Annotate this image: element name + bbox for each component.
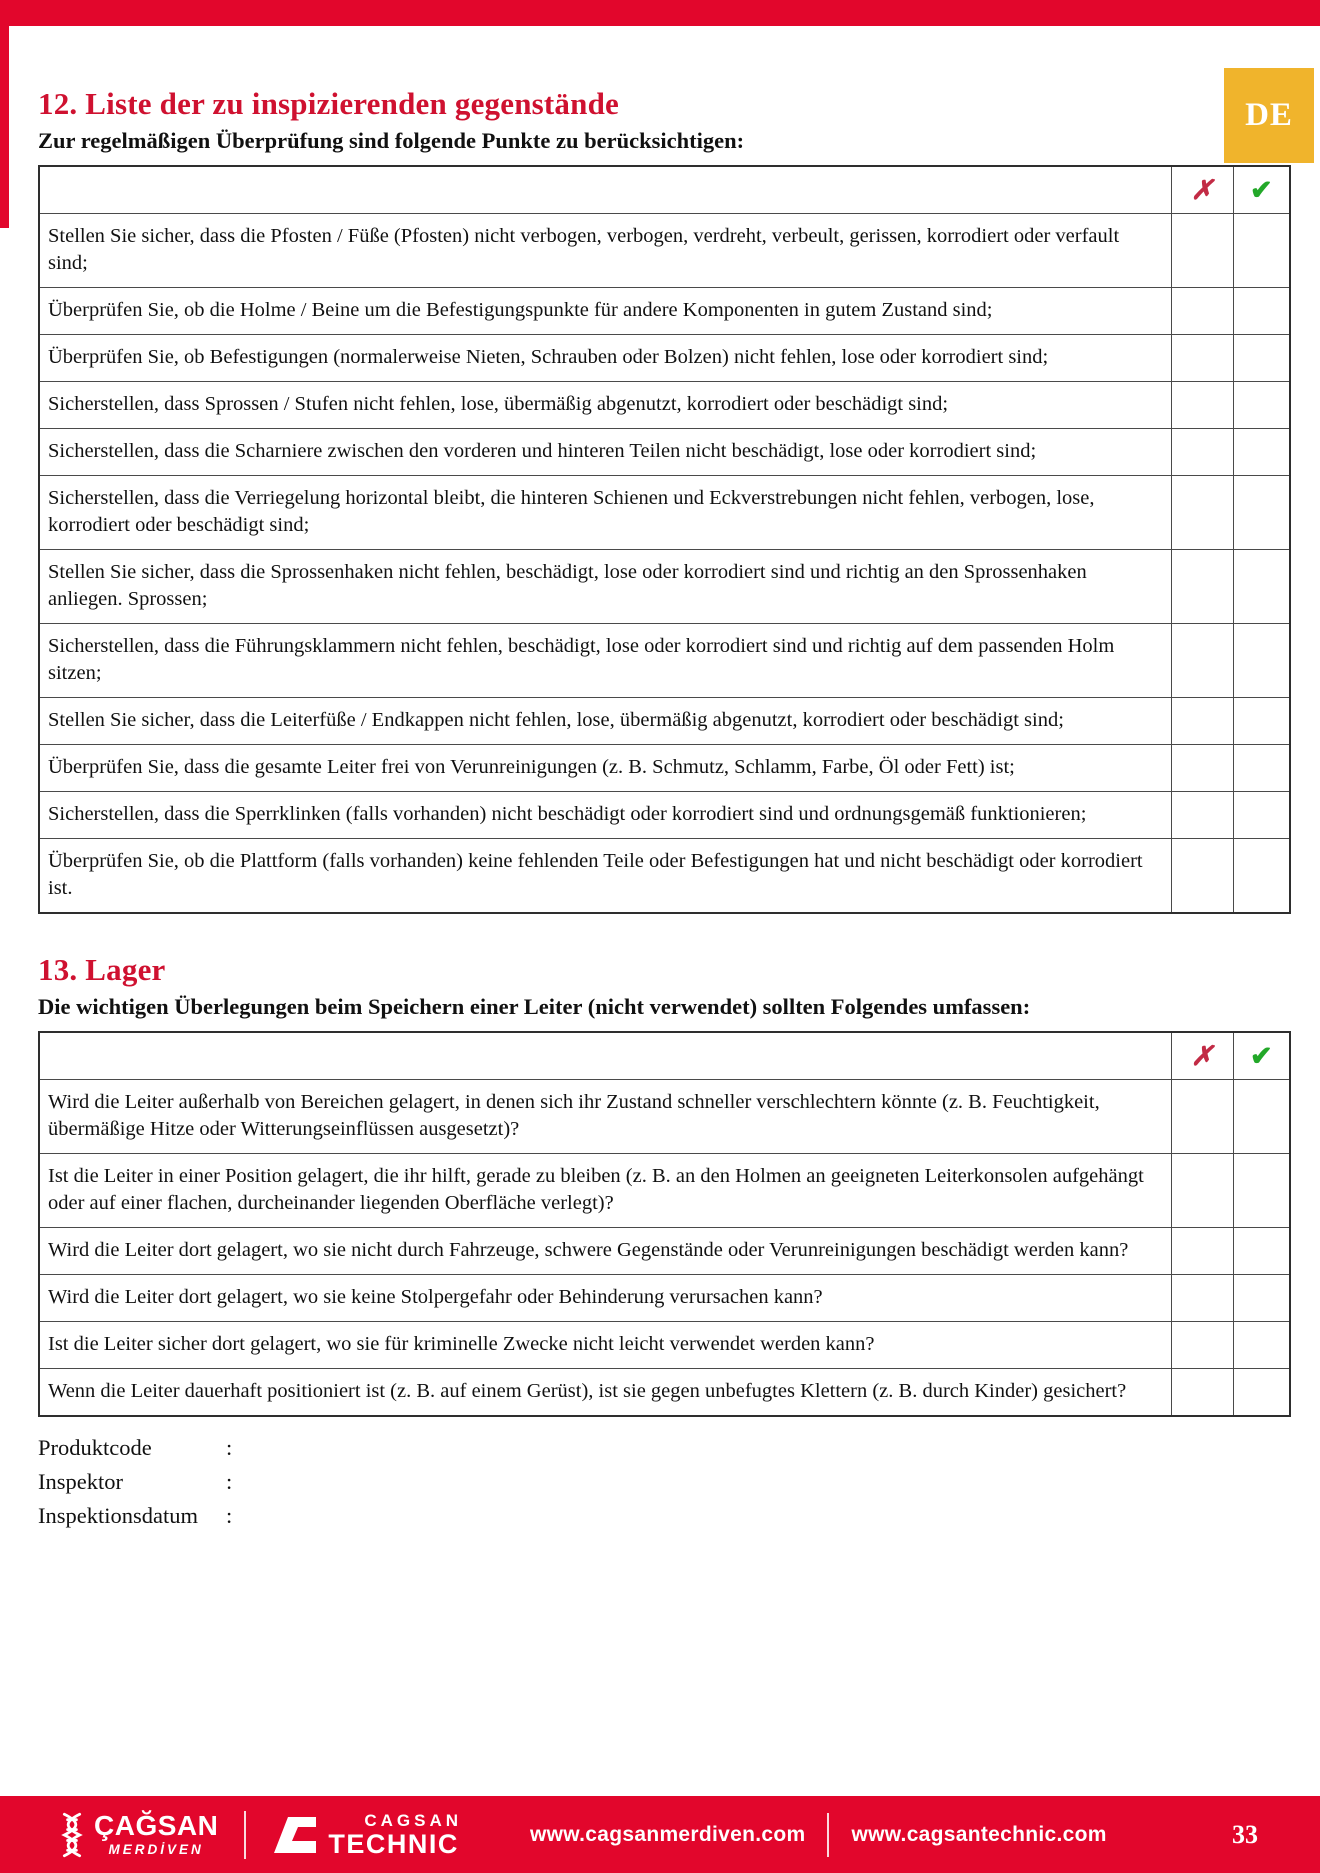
fail-checkbox-cell[interactable] <box>1171 698 1233 745</box>
footer-divider <box>244 1811 246 1859</box>
fail-checkbox-cell[interactable] <box>1171 288 1233 335</box>
pass-checkbox-cell[interactable] <box>1233 1275 1290 1322</box>
cagsan-merdiven-logo <box>58 1811 218 1859</box>
pass-checkbox-cell[interactable] <box>1233 550 1290 624</box>
page-content <box>38 86 1291 1533</box>
checklist-item-text: Ist die Leiter in einer Position gelagert, die ihr hilft, gerade zu bleiben (z. B. an den Holmen an geeigneten Leiterkonsolen aufgehängt oder auf einer flachen, durcheinander liegenden Oberfläche verlegt)? <box>39 1154 1171 1228</box>
checklist-item-text: Wenn die Leiter dauerhaft positioniert ist (z. B. auf einem Gerüst), ist sie gegen unbefugtes Klettern (z. B. durch Kinder) gesichert? <box>39 1369 1171 1417</box>
table-row <box>39 839 1290 914</box>
table-row <box>39 214 1290 288</box>
pass-checkbox-cell[interactable] <box>1233 288 1290 335</box>
fail-checkbox-cell[interactable] <box>1171 1080 1233 1154</box>
pass-checkbox-cell[interactable] <box>1233 698 1290 745</box>
cagsan-technic-mark-icon <box>272 1815 318 1855</box>
storage-checklist-table <box>38 1031 1291 1417</box>
cagsan-technic-wordmark <box>328 1812 462 1858</box>
fail-checkbox-cell[interactable] <box>1171 382 1233 429</box>
left-red-strip <box>0 0 9 228</box>
page-number: 33 <box>1232 1819 1258 1849</box>
table-row <box>39 1080 1290 1154</box>
fail-checkbox-cell[interactable] <box>1171 214 1233 288</box>
field-colon: : <box>226 1469 233 1494</box>
cagsan-technic-logo <box>272 1812 462 1858</box>
fail-checkbox-cell[interactable] <box>1171 550 1233 624</box>
checklist-item-text: Sicherstellen, dass die Scharniere zwischen den vorderen und hinteren Teilen nicht beschädigt, lose oder korrodiert sind; <box>39 429 1171 476</box>
checklist-item-text: Stellen Sie sicher, dass die Sprossenhaken nicht fehlen, beschädigt, lose oder korrodiert sind und richtig an den Sprossenhaken anliegen. Sprossen; <box>39 550 1171 624</box>
pass-checkbox-cell[interactable] <box>1233 624 1290 698</box>
fail-x-icon: ✗ <box>1171 1032 1233 1080</box>
pass-checkbox-cell[interactable] <box>1233 839 1290 914</box>
table-row <box>39 745 1290 792</box>
cagsan-merdiven-wordmark <box>94 1812 218 1857</box>
section12-subtitle: Zur regelmäßigen Überprüfung sind folgende Punkte zu berücksichtigen: <box>38 128 745 153</box>
table-row <box>39 624 1290 698</box>
table-row <box>39 1154 1290 1228</box>
checklist-item-text: Sicherstellen, dass die Sperrklinken (falls vorhanden) nicht beschädigt oder korrodiert sind und ordnungsgemäß funktionieren; <box>39 792 1171 839</box>
pass-check-icon: ✔ <box>1233 166 1290 214</box>
fail-checkbox-cell[interactable] <box>1171 792 1233 839</box>
section13-title: 13. Lager <box>38 952 166 987</box>
product-code-field <box>38 1431 1291 1465</box>
table-header-row <box>39 166 1290 214</box>
language-tab-label: DE <box>1245 97 1293 133</box>
table-row <box>39 792 1290 839</box>
checklist-item-text: Wird die Leiter dort gelagert, wo sie keine Stolpergefahr oder Behinderung verursachen kann? <box>39 1275 1171 1322</box>
item-column-header <box>39 1032 1171 1080</box>
table-row <box>39 382 1290 429</box>
checklist-item-text: Überprüfen Sie, ob Befestigungen (normalerweise Nieten, Schrauben oder Bolzen) nicht fehlen, lose oder korrodiert sind; <box>39 335 1171 382</box>
footer-urls <box>530 1813 1107 1857</box>
table-row <box>39 1322 1290 1369</box>
product-code-label: Produktcode <box>38 1435 152 1460</box>
pass-check-icon: ✔ <box>1233 1032 1290 1080</box>
field-colon: : <box>226 1503 233 1528</box>
pass-checkbox-cell[interactable] <box>1233 476 1290 550</box>
table-row <box>39 1228 1290 1275</box>
brand1-name: ÇAĞSAN <box>94 1810 219 1842</box>
fail-checkbox-cell[interactable] <box>1171 1369 1233 1417</box>
fail-checkbox-cell[interactable] <box>1171 1322 1233 1369</box>
table-row <box>39 335 1290 382</box>
fail-checkbox-cell[interactable] <box>1171 476 1233 550</box>
inspection-fields <box>38 1431 1291 1533</box>
checklist-item-text: Sicherstellen, dass die Verriegelung horizontal bleibt, die hinteren Schienen und Eckverstrebungen nicht fehlen, verbogen, lose, korrodiert oder beschädigt sind; <box>39 476 1171 550</box>
footer-divider <box>827 1813 829 1857</box>
table-row <box>39 550 1290 624</box>
pass-checkbox-cell[interactable] <box>1233 745 1290 792</box>
fail-checkbox-cell[interactable] <box>1171 429 1233 476</box>
pass-checkbox-cell[interactable] <box>1233 1322 1290 1369</box>
table-row <box>39 288 1290 335</box>
pass-checkbox-cell[interactable] <box>1233 335 1290 382</box>
table-row <box>39 476 1290 550</box>
table-row <box>39 698 1290 745</box>
checklist-item-text: Sicherstellen, dass Sprossen / Stufen nicht fehlen, lose, übermäßig abgenutzt, korrodiert oder beschädigt sind; <box>39 382 1171 429</box>
checklist-item-text: Überprüfen Sie, ob die Holme / Beine um die Befestigungspunkte für andere Komponenten in gutem Zustand sind; <box>39 288 1171 335</box>
checklist-item-text: Stellen Sie sicher, dass die Pfosten / Füße (Pfosten) nicht verbogen, verbogen, verdreht, verbeult, gerissen, korrodiert oder verfault sind; <box>39 214 1171 288</box>
brand1-sub: MERDİVEN <box>108 1842 204 1858</box>
section13-subtitle: Die wichtigen Überlegungen beim Speichern einer Leiter (nicht verwendet) sollten Folgendes umfassen: <box>38 994 1031 1019</box>
pass-checkbox-cell[interactable] <box>1233 1154 1290 1228</box>
fail-checkbox-cell[interactable] <box>1171 1275 1233 1322</box>
brand2-bottom: TECHNIC <box>328 1828 459 1859</box>
table-row <box>39 429 1290 476</box>
url-cagsanmerdiven[interactable]: www.cagsanmerdiven.com <box>530 1822 806 1846</box>
checklist-item-text: Wird die Leiter dort gelagert, wo sie nicht durch Fahrzeuge, schwere Gegenstände oder Verunreinigungen beschädigt werden kann? <box>39 1228 1171 1275</box>
fail-x-icon: ✗ <box>1171 166 1233 214</box>
inspection-date-label: Inspektionsdatum <box>38 1503 198 1528</box>
pass-checkbox-cell[interactable] <box>1233 429 1290 476</box>
table-header-row <box>39 1032 1290 1080</box>
pass-checkbox-cell[interactable] <box>1233 1369 1290 1417</box>
pass-checkbox-cell[interactable] <box>1233 792 1290 839</box>
fail-checkbox-cell[interactable] <box>1171 1228 1233 1275</box>
inspector-field <box>38 1465 1291 1499</box>
item-column-header <box>39 166 1171 214</box>
fail-checkbox-cell[interactable] <box>1171 745 1233 792</box>
field-colon: : <box>226 1435 233 1460</box>
inspection-checklist-table <box>38 165 1291 914</box>
fail-checkbox-cell[interactable] <box>1171 624 1233 698</box>
checklist-item-text: Ist die Leiter sicher dort gelagert, wo sie für kriminelle Zwecke nicht leicht verwendet werden kann? <box>39 1322 1171 1369</box>
brand2-top: CAGSAN <box>364 1810 463 1830</box>
pass-checkbox-cell[interactable] <box>1233 214 1290 288</box>
checklist-item-text: Sicherstellen, dass die Führungsklammern nicht fehlen, beschädigt, lose oder korrodiert sind und richtig auf dem passenden Holm sitzen; <box>39 624 1171 698</box>
section12-title: 12. Liste der zu inspizierenden gegenstände <box>38 86 619 121</box>
top-red-bar <box>0 0 1320 26</box>
checklist-item-text: Überprüfen Sie, dass die gesamte Leiter frei von Verunreinigungen (z. B. Schmutz, Schlamm, Farbe, Öl oder Fett) ist; <box>39 745 1171 792</box>
pass-checkbox-cell[interactable] <box>1233 1080 1290 1154</box>
pass-checkbox-cell[interactable] <box>1233 1228 1290 1275</box>
url-cagsantechnic[interactable]: www.cagsantechnic.com <box>851 1822 1107 1846</box>
footer-bar <box>0 1796 1320 1873</box>
checklist-item-text: Überprüfen Sie, ob die Plattform (falls vorhanden) keine fehlenden Teile oder Befestigungen hat und nicht beschädigt oder korrodiert ist. <box>39 839 1171 914</box>
inspection-date-field <box>38 1499 1291 1533</box>
table-row <box>39 1369 1290 1417</box>
pass-checkbox-cell[interactable] <box>1233 382 1290 429</box>
fail-checkbox-cell[interactable] <box>1171 839 1233 914</box>
dna-helix-icon <box>58 1811 86 1859</box>
checklist-item-text: Stellen Sie sicher, dass die Leiterfüße / Endkappen nicht fehlen, lose, übermäßig abgenutzt, korrodiert oder beschädigt sind; <box>39 698 1171 745</box>
fail-checkbox-cell[interactable] <box>1171 1154 1233 1228</box>
table-row <box>39 1275 1290 1322</box>
fail-checkbox-cell[interactable] <box>1171 335 1233 382</box>
inspector-label: Inspektor <box>38 1469 123 1494</box>
checklist-item-text: Wird die Leiter außerhalb von Bereichen gelagert, in denen sich ihr Zustand schneller verschlechtern könnte (z. B. Feuchtigkeit, übermäßige Hitze oder Witterungseinflüssen ausgesetzt)? <box>39 1080 1171 1154</box>
